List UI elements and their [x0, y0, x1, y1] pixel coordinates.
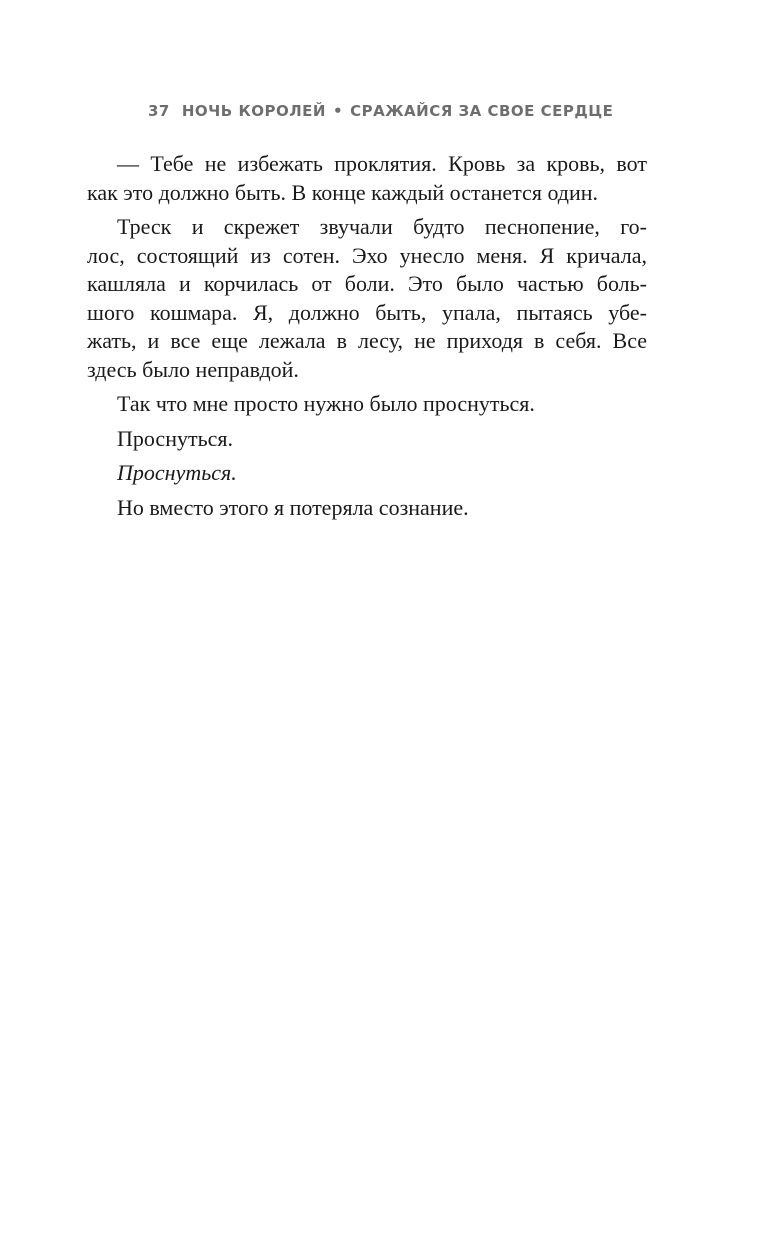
- series-title: СРАЖАЙСЯ ЗА СВОЕ СЕРДЦЕ: [350, 102, 614, 120]
- text-line: кашляла и корчилась от боли. Это было частью боль-: [87, 271, 647, 296]
- paragraph: [117, 494, 647, 523]
- paragraph: [117, 390, 647, 419]
- paragraph: [117, 425, 647, 454]
- paragraph: [87, 213, 647, 384]
- paragraph: [87, 150, 647, 207]
- text-line: Проснуться.: [117, 460, 237, 485]
- text-line: лос, состоящий из сотен. Эхо унесло меня. Я кричала,: [87, 242, 647, 268]
- text-line: шого кошмара. Я, должно быть, упала, пытаясь убе-: [87, 299, 647, 325]
- header-separator: •: [332, 102, 344, 120]
- book-title: НОЧЬ КОРОЛЕЙ: [181, 102, 326, 120]
- text-line: Но вместо этого я потеряла сознание.: [117, 494, 469, 520]
- text-line: — Тебе не избежать проклятия. Кровь за кровь, вот: [117, 151, 647, 176]
- text-line: Проснуться.: [117, 425, 234, 451]
- text-line: как это должно быть. В конце каждый останется один.: [87, 179, 599, 205]
- paragraph-italic: [117, 459, 647, 488]
- running-header: [148, 102, 614, 120]
- text-line: жать, и все еще лежала в лесу, не приходя в себя. Все: [87, 328, 647, 353]
- text-line: здесь было неправдой.: [87, 356, 299, 382]
- text-line: Так что мне просто нужно было проснуться.: [117, 391, 535, 416]
- page-number: 37: [148, 102, 170, 120]
- body-text: [87, 150, 647, 522]
- text-line: Треск и скрежет звучали будто песнопение, го-: [117, 214, 647, 239]
